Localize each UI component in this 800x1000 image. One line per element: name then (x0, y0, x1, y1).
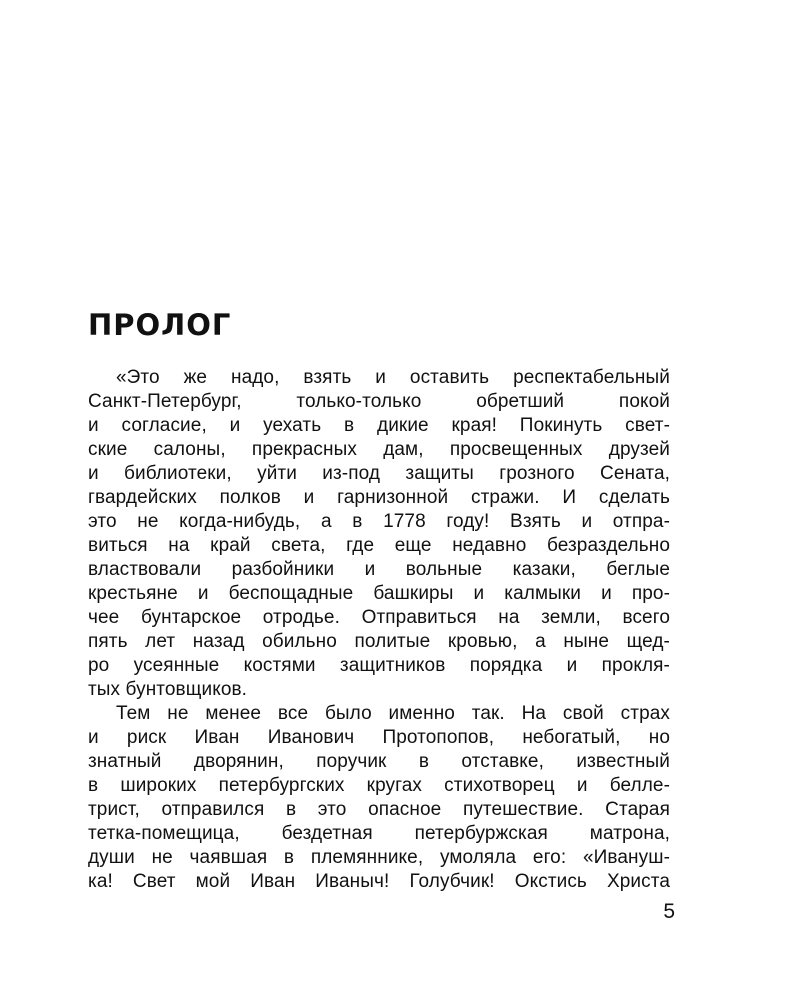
text-line: гвардейских полков и гарнизонной стражи. И сделать (88, 487, 670, 508)
text-line: «Это же надо, взять и оставить респектабельный (116, 367, 670, 388)
paragraph-1 (88, 366, 670, 702)
paragraph-2 (88, 702, 670, 894)
text-line: ро усеянные костями защитников порядка и прокля- (88, 655, 670, 676)
text-line: ка! Свет мой Иван Иваныч! Голубчик! Окстись Христа (88, 871, 670, 892)
text-line: и библиотеки, уйти из-под защиты грозного Сената, (88, 463, 670, 484)
text-line: трист, отправился в это опасное путешествие. Старая (88, 799, 670, 820)
text-line: ские салоны, прекрасных дам, просвещенных друзей (88, 439, 670, 460)
text-line: знатный дворянин, поручик в отставке, известный (88, 751, 670, 772)
text-line: крестьяне и беспощадные башкиры и калмыки и про- (88, 583, 670, 604)
text-line: тетка-помещица, бездетная петербуржская матрона, (88, 823, 670, 844)
text-line: властвовали разбойники и вольные казаки, беглые (88, 559, 670, 580)
text-line: чее бунтарское отродье. Отправиться на земли, всего (88, 607, 670, 628)
text-line: Санкт-Петербург, только-только обретший покой (88, 391, 670, 412)
text-line: Тем не менее все было именно так. На свой страх (116, 703, 670, 724)
text-line: в широких петербургских кругах стихотворец и белле- (88, 775, 670, 796)
body-text (88, 366, 670, 894)
text-line: виться на край света, где еще недавно безраздельно (88, 535, 670, 556)
text-line: пять лет назад обильно политые кровью, а ныне щед- (88, 631, 670, 652)
text-line: это не когда-нибудь, а в 1778 году! Взять и отпра- (88, 511, 670, 532)
text-line: тых бунтовщиков. (88, 679, 248, 700)
chapter-title: ПРОЛОГ (88, 308, 232, 342)
text-line: и согласие, и уехать в дикие края! Покинуть свет- (88, 415, 670, 436)
page-number: 5 (663, 900, 675, 923)
text-line: души не чаявшая в племяннике, умоляла его: «Ивануш- (88, 847, 670, 868)
text-line: и риск Иван Иванович Протопопов, небогатый, но (88, 727, 670, 748)
